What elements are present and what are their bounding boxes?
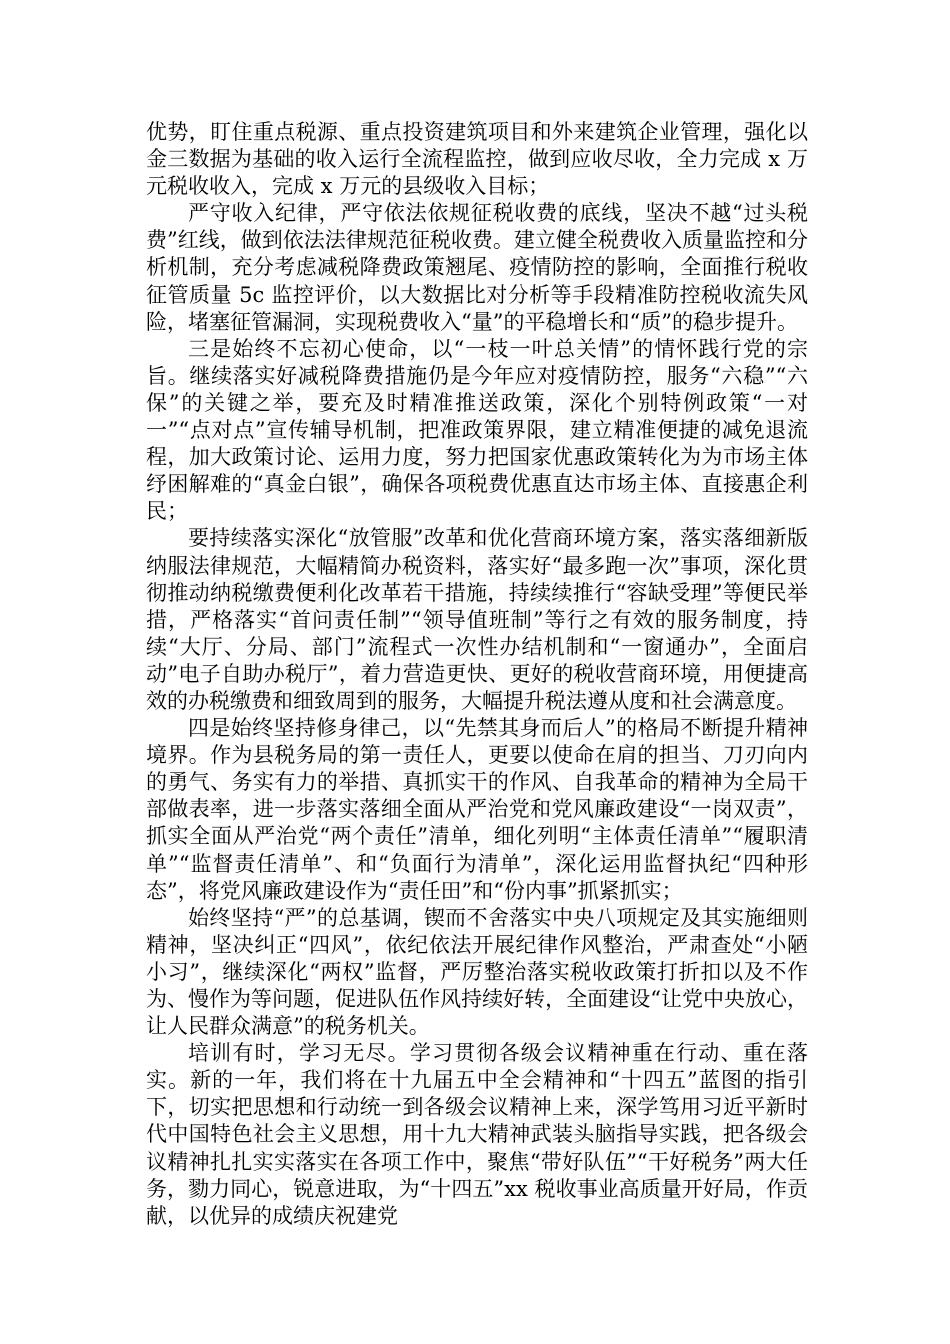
paragraph-7: 培训有时，学习无尽。学习贯彻各级会议精神重在行动、重在落实。新的一年，我们将在十九届五中全会精神和“十四五”蓝图的指引下，切实把思想和行动统一到各级会议精神上来，深学笃用习近平新时代中国特色社会主义思想，用十九大精神武装头脑指导实践，把各级会议精神扎扎实实落实在各项工作中，聚焦“带好队伍”“干好税务”两大任务，勠力同心，锐意进取，为“十四五”xx 税收事业高质量开好局，作贡献，以优异的成绩庆祝建党 — [146, 1041, 808, 1228]
document-body — [146, 119, 808, 1230]
paragraph-4: 要持续落实深化“放管服”改革和优化营商环境方案，落实落细新版纳服法律规范，大幅精简办税资料，落实好“最多跑一次”事项，深化贯彻推动纳税缴费便利化改革若干措施，持续续推行“容缺受理”等便民举措，严格落实“首问责任制”“领导值班制”等行之有效的服务制度，持续“大厅、分局、部门”流程式一次性办结机制和“一窗通办”，全面启动”电子自助办税厅”，着力营造更快、更好的税收营商环境，用便捷高效的办税缴费和细致周到的服务，大幅提升税法遵从度和社会满意度。 — [146, 526, 808, 713]
paragraph-5: 四是始终坚持修身律己，以“先禁其身而后人”的格局不断提升精神境界。作为县税务局的第一责任人，更要以使命在肩的担当、刀刃向内的勇气、务实有力的举措、真抓实干的作风、自我革命的精神为全局干部做表率，进一步落实落细全面从严治党和党风廉政建设“一岗双责”，抓实全面从严治党“两个责任”清单，细化列明“主体责任清单”“履职清单”“监督责任清单”、和“负面行为清单”，深化运用监督执纪“四种形态”，将党风廉政建设作为“责任田”和“份内事”抓紧抓实； — [146, 716, 808, 903]
paragraph-3: 三是始终不忘初心使命，以“一枝一叶总关情”的情怀践行党的宗旨。继续落实好减税降费措施仍是今年应对疫情防控，服务“六稳”“六保”的关键之举，要充及时精准推送政策，深化个别特例政策“一对一”“点对点”宣传辅导机制，把准政策界限，建立精准便捷的减免退流程，加大政策讨论、运用力度，努力把国家优惠政策转化为为市场主体纾困解难的“真金白银”，确保各项税费优惠直达市场主体、直接惠企利民； — [146, 336, 808, 524]
paragraph-6: 始终坚持“严”的总基调，锲而不舍落实中央八项规定及其实施细则精神，坚决纠正“四风”，依纪依法开展纪律作风整治，严肃查处“小陋小习”，继续深化“两权”监督，严厉整治落实税收政策打折扣以及不作为、慢作为等问题，促进队伍作风持续好转，全面建设“让党中央放心，让人民群众满意”的税务机关。 — [146, 905, 808, 1039]
paragraph-2: 严守收入纪律，严守依法依规征税收费的底线，坚决不越“过头税费”红线，做到依法法律规范征税收费。建立健全税费收入质量监控和分析机制，充分考虑减税降费政策翘尾、疫情防控的影响，全面推行税收征管质量 5c 监控评价，以大数据比对分析等手段精准防控税收流失风险，堵塞征管漏洞，实现税费收入“量”的平稳增长和“质”的稳步提升。 — [146, 201, 808, 334]
paragraph-1: 优势，盯住重点税源、重点投资建筑项目和外来建筑企业管理，强化以金三数据为基础的收入运行全流程监控，做到应收尽收，全力完成 x 万元税收收入，完成 x 万元的县级收入目标； — [146, 120, 808, 199]
